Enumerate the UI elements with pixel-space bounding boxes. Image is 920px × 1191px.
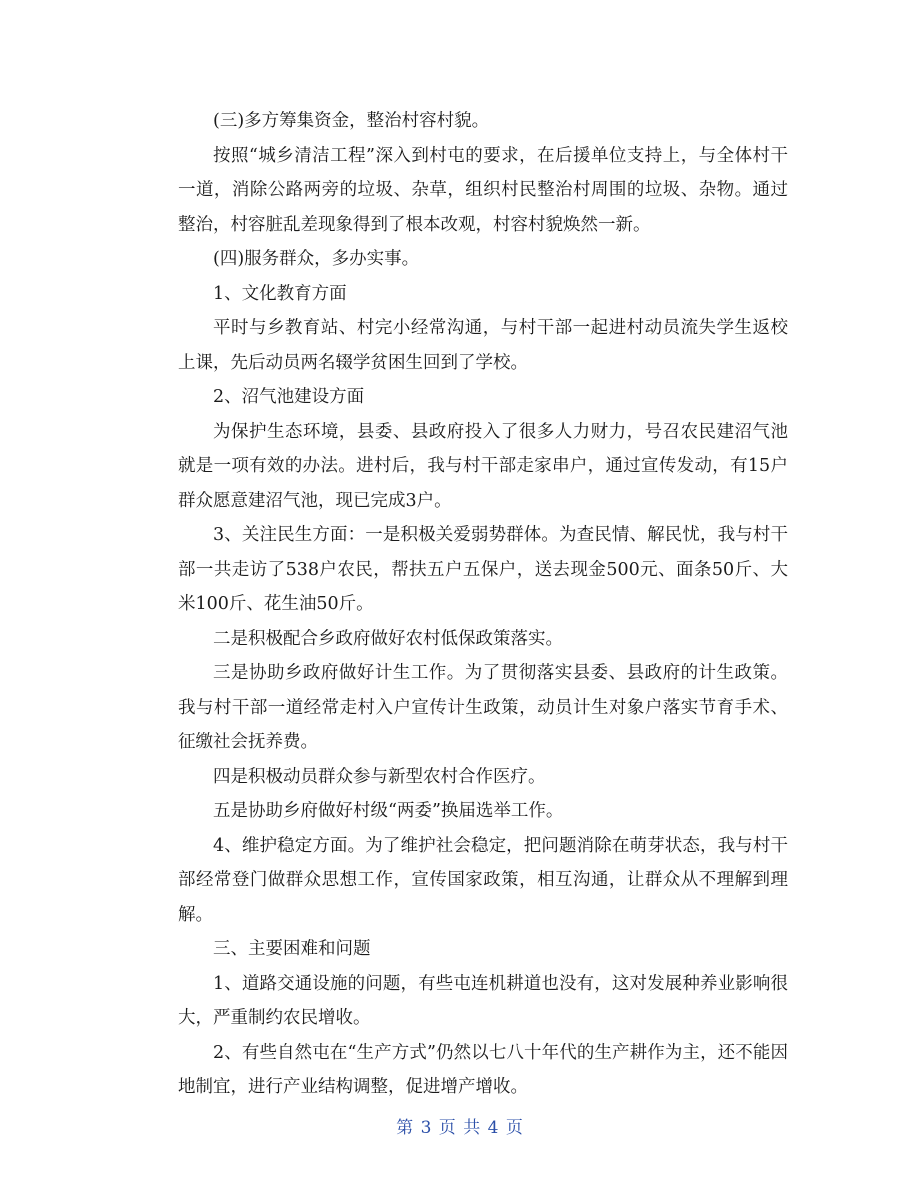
paragraph: 平时与乡教育站、村完小经常沟通，与村干部一起进村动员流失学生返校上课，先后动员两名辍学贫困生回到了学校。 xyxy=(178,318,788,373)
paragraph: 1、道路交通设施的问题，有些屯连机耕道也没有，这对发展种养业影响很大，严重制约农民增收。 xyxy=(178,973,788,1028)
paragraph: 三是协助乡政府做好计生工作。为了贯彻落实县委、县政府的计生政策。我与村干部一道经常走村入户宣传计生政策，动员计生对象户落实节育手术、征缴社会抚养费。 xyxy=(178,663,788,752)
paragraph: 为保护生态环境，县委、县政府投入了很多人力财力，号召农民建沼气池就是一项有效的办法。进村后，我与村干部走家串户，通过宣传发动，有15户群众愿意建沼气池，现已完成3户。 xyxy=(178,421,788,511)
paragraph: 四是积极动员群众参与新型农村合作医疗。 xyxy=(213,766,546,787)
document-body xyxy=(178,104,788,1105)
paragraph: (三)多方筹集资金，整治村容村貌。 xyxy=(213,111,490,131)
paragraph: 三、主要困难和问题 xyxy=(213,939,371,959)
paragraph: 二是积极配合乡政府做好农村低保政策落实。 xyxy=(213,628,563,649)
paragraph: 2、有些自然屯在“生产方式”仍然以七八十年代的生产耕作为主，还不能因地制宜，进行产业结构调整，促进增产增收。 xyxy=(178,1042,788,1097)
paragraph: 4、维护稳定方面。为了维护社会稳定，把问题消除在萌芽状态，我与村干部经常登门做群众思想工作，宣传国家政策，相互沟通，让群众从不理解到理解。 xyxy=(178,835,788,925)
paragraph: 3、关注民生方面：一是积极关爱弱势群体。为查民情、解民忧，我与村干部一共走访了538户农民，帮扶五户五保户，送去现金500元、面条50斤、大米100斤、花生油50斤。 xyxy=(178,525,788,614)
paragraph: (四)服务群众，多办实事。 xyxy=(213,249,420,269)
paragraph: 1、文化教育方面 xyxy=(213,283,347,304)
paragraph: 五是协助乡府做好村级“两委”换届选举工作。 xyxy=(213,801,564,821)
page-footer: 第 3 页 共 4 页 xyxy=(396,1118,524,1138)
paragraph: 按照“城乡清洁工程”深入到村屯的要求，在后援单位支持上，与全体村干一道，消除公路两旁的垃圾、杂草，组织村民整治村周围的垃圾、杂物。通过整治，村容脏乱差现象得到了根本改观，村容村貌焕然一新。 xyxy=(178,145,788,235)
paragraph: 2、沼气池建设方面 xyxy=(213,387,365,407)
